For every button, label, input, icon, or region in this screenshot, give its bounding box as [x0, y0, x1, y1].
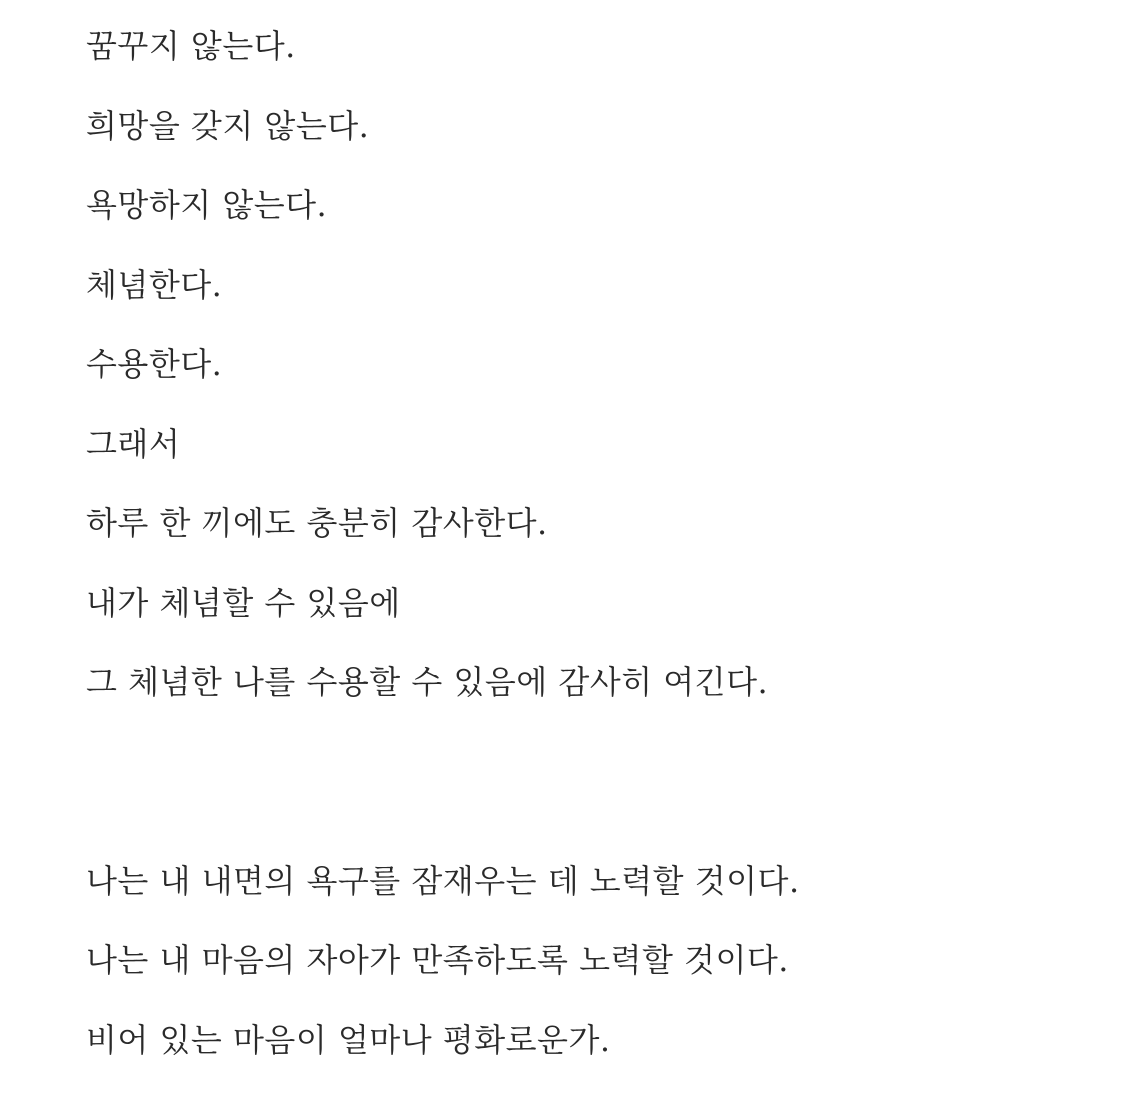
poem-line: 욕망하지 않는다.: [86, 186, 328, 224]
poem-line: 나는 내 마음의 자아가 만족하도록 노력할 것이다.: [86, 941, 789, 979]
poem-line: 비어 있는 마음이 얼마나 평화로운가.: [86, 1020, 611, 1059]
poem-text: [86, 26, 1086, 1099]
poem-line: 꿈꾸지 않는다.: [86, 27, 296, 65]
stanza-break: [86, 742, 1086, 861]
poem-line: 희망을 갖지 않는다.: [86, 106, 370, 145]
poem-line: 하루 한 끼에도 충분히 감사한다.: [86, 504, 548, 542]
poem-line: 내가 체념할 수 있음에: [86, 583, 401, 622]
poem-line: 수용한다.: [86, 345, 223, 383]
poem-line: 체념한다.: [86, 265, 223, 304]
poem-line: 나는 내 내면의 욕구를 잠재우는 데 노력할 것이다.: [86, 861, 800, 900]
poem-line: 그래서: [86, 424, 181, 463]
poem-line: 그 체념한 나를 수용할 수 있음에 감사히 여긴다.: [86, 663, 769, 701]
